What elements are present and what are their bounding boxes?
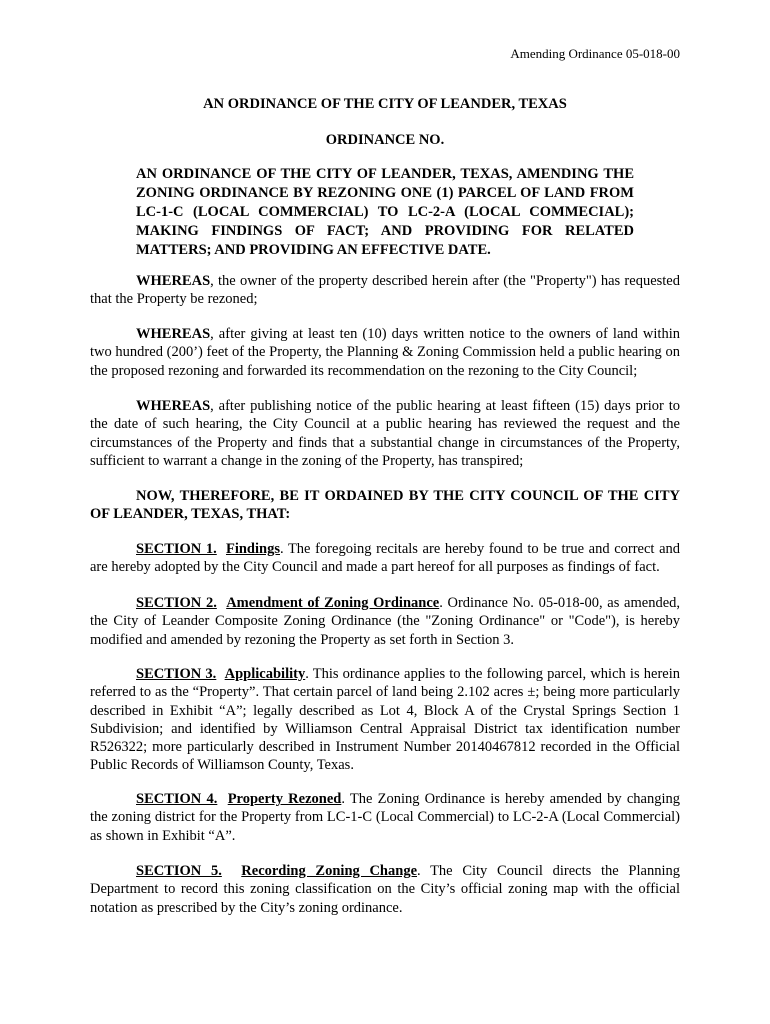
whereas-lead: WHEREAS bbox=[136, 398, 211, 414]
section-1 bbox=[90, 540, 680, 577]
ordinance-caption: AN ORDINANCE OF THE CITY OF LEANDER, TEXAS, AMENDING THE ZONING ORDINANCE BY REZONING ONE (1) PARCEL OF LAND FROM LC-1-C (LOCAL COMMERCIAL) TO LC-2-A (LOCAL COMMECIAL); MAKING FINDINGS OF FACT; AND PROVIDING FOR RELATED MATTERS; AND PROVIDING AN EFFECTIVE DATE. bbox=[136, 166, 634, 258]
section-number: SECTION 1. bbox=[136, 541, 217, 557]
document-reference: Amending Ordinance 05-018-00 bbox=[510, 46, 680, 61]
ordinance-number: ORDINANCE NO. bbox=[325, 132, 445, 148]
whereas-lead: WHEREAS bbox=[136, 326, 211, 342]
whereas-text: , the owner of the property described herein after (the "Property") has requested that the Property be rezoned; bbox=[90, 273, 680, 308]
section-text: . This ordinance applies to the following parcel, which is herein referred to as the “Property”. That certain parcel of land being 2.102 acres ±; being more particularly described in Exhibit “A”; legally described as Lot 4, Block A of the Crystal Springs Section 1 Subdivision; and identified by Williamson Central Appraisal District tax identification number R526322; more particularly described in Instrument Number 20140467812 recorded in the Official Public Records of Williamson County, Texas. bbox=[90, 666, 680, 774]
section-text: . The foregoing recitals are hereby found to be true and correct and are hereby adopted by the City Council and made a part hereof for all purposes as findings of fact. bbox=[90, 541, 681, 576]
ordained-text: NOW, THEREFORE, BE IT ORDAINED BY THE CITY COUNCIL OF THE CITY OF LEANDER, TEXAS, THAT: bbox=[90, 488, 680, 523]
whereas-paragraph bbox=[90, 397, 680, 470]
section-2 bbox=[90, 594, 680, 649]
section-4 bbox=[90, 790, 680, 845]
section-number: SECTION 4. bbox=[136, 791, 218, 807]
section-number: SECTION 2. bbox=[136, 595, 217, 611]
whereas-text: , after publishing notice of the public hearing at least fifteen (15) days prior to the date of such hearing, the City Council at a public hearing has reviewed the request and the circumstances of the Property and finds that a substantial change in circumstances of the Property, sufficient to warrant a change in the zoning of the Property, has transpired; bbox=[90, 398, 680, 469]
ordained-clause bbox=[90, 487, 680, 524]
section-text: . The Zoning Ordinance is hereby amended by changing the zoning district for the Property from LC-1-C (Local Commercial) to LC-2-A (Local Commercial) as shown in Exhibit “A”. bbox=[90, 791, 681, 844]
ordinance-title: AN ORDINANCE OF THE CITY OF LEANDER, TEXAS bbox=[203, 96, 567, 112]
section-heading: Applicability bbox=[224, 666, 306, 682]
whereas-lead: WHEREAS bbox=[136, 273, 211, 289]
whereas-paragraph bbox=[90, 272, 680, 309]
section-heading: Amendment of Zoning Ordinance bbox=[226, 595, 440, 611]
section-number: SECTION 3. bbox=[136, 666, 217, 682]
section-3 bbox=[90, 665, 680, 775]
section-number: SECTION 5. bbox=[136, 863, 222, 879]
whereas-text: , after giving at least ten (10) days written notice to the owners of land within two hundred (200’) feet of the Property, the Planning & Zoning Commission held a public hearing on the proposed rezoning and forwarded its recommendation on the rezoning to the City Council; bbox=[90, 326, 680, 379]
section-text: . Ordinance No. 05-018-00, as amended, the City of Leander Composite Zoning Ordinance (the "Zoning Ordinance" or "Code"), is hereby modified and amended by rezoning the Property as set forth in Section 3. bbox=[90, 595, 680, 648]
section-heading: Recording Zoning Change bbox=[241, 863, 417, 879]
section-heading: Property Rezoned bbox=[227, 791, 342, 807]
section-text: . The City Council directs the Planning Department to record this zoning classification on the City’s official zoning map with the official notation as prescribed by the City’s zoning ordinance. bbox=[90, 863, 680, 916]
section-heading: Findings bbox=[225, 541, 280, 557]
section-5 bbox=[90, 862, 680, 917]
whereas-paragraph bbox=[90, 325, 680, 380]
